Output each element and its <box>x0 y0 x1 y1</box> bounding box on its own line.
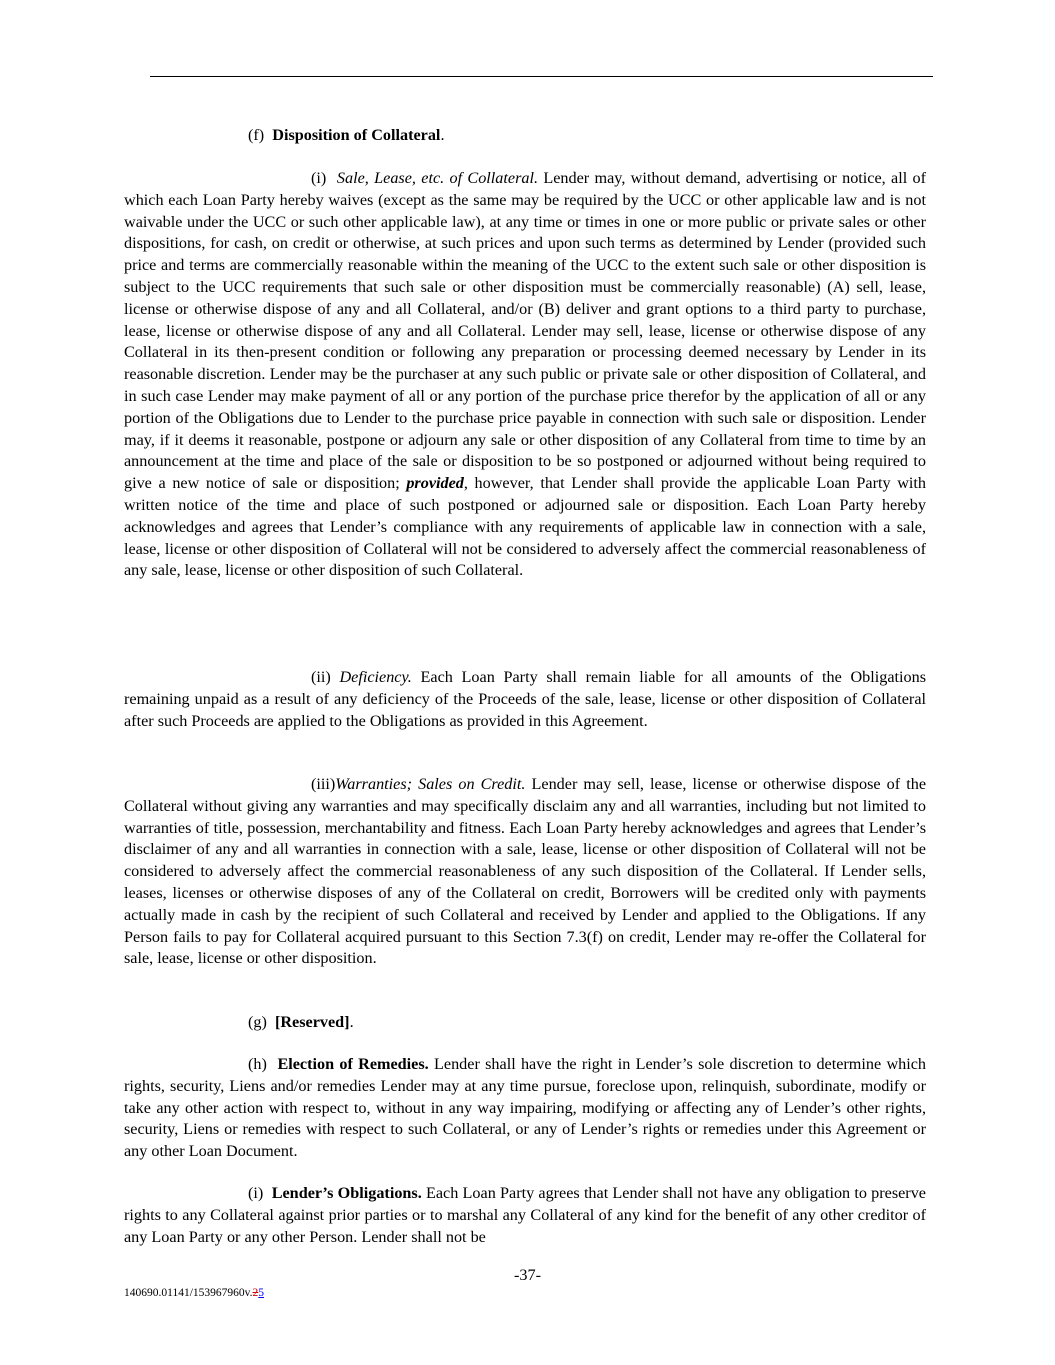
section-g-title: [Reserved] <box>274 1013 350 1031</box>
para-i <box>124 168 926 582</box>
page-number: -37- <box>514 1266 541 1284</box>
para-ii <box>124 667 926 732</box>
section-g-heading <box>248 1012 354 1034</box>
document-id-prefix: 140690.01141/153967960v. <box>124 1287 253 1299</box>
para-i-number: (i) <box>311 169 327 187</box>
para-iii-heading: Warranties; Sales on Credit. <box>335 775 526 793</box>
section-h-title: Election of Remedies. <box>277 1055 429 1073</box>
para-ii-text: Each Loan Party shall remain liable for all amounts of the Obligations remaining unpaid as a result of any deficiency of the Proceeds of the sale, lease, license or other disposition of Collateral after such Proceeds are applied to the Obligations as provided in this Agreement. <box>124 668 926 730</box>
section-h-text: Lender shall have the right in Lender’s sole discretion to determine which rights, security, Liens and/or remedies Lender may at any time pursue, foreclose upon, relinquish, subordinate, modify or take any other action with respect to, without in any way impairing, modifying or affecting any of Lender’s other rights, security, Liens or remedies with respect to such Collateral, or any of Lender’s rights or remedies under this Agreement or any other Loan Document. <box>124 1055 926 1161</box>
document-version-deleted: 2 <box>252 1287 259 1299</box>
para-ii-heading: Deficiency. <box>339 668 412 686</box>
para-i-text-a: Lender may, without demand, advertising or notice, all of which each Loan Party hereby waives (except as the same may be required by the UCC or other applicable law and is not waivable under the UCC or such other applicable law), at any time or times in one or more public or private sales or other dispositions, for cash, on credit or otherwise, at such prices and upon such terms as determined by Lender (provided such price and terms are commercially reasonable within the meaning of the UCC to the extent such sale or other disposition is subject to the UCC requirements that such sale or other disposition must be commercially reasonable) (A) sell, lease, license or otherwise dispose of any and all Collateral, and/or (B) deliver and grant options to a third party to purchase, lease, license or otherwise dispose of any and all Collateral. Lender may sell, lease, license or otherwise dispose of any Collateral in its then-present condition or following any preparation or processing deemed necessary by Lender in its reasonable discretion. Lender may be the purchaser at any such public or private sale or other disposition of Collateral, and in such case Lender may make payment of all or any portion of the purchase price therefor by the application of all or any portion of the Obligations due to Lender to the purchase price payable in connection with such sale or disposition. Lender may, if it deems it reasonable, postpone or adjourn any sale or other disposition of any Collateral from time to time by an announcement at the time and place of the sale or disposition to be so postponed or adjourned without being required to give a new notice of sale or disposition; <box>124 169 926 493</box>
section-i-text: Each Loan Party agrees that Lender shall not have any obligation to preserve rights to any Collateral against prior parties or to marshal any Collateral of any kind for the benefit of any other creditor of any Loan Party or any other Person. Lender shall not be <box>124 1184 926 1246</box>
para-iii-number: (iii) <box>311 775 336 793</box>
section-h <box>124 1054 926 1163</box>
para-i-text-b: , however, that Lender shall provide the applicable Loan Party with written notice of the time and place of such postponed or adjourned sale or disposition. Each Loan Party hereby acknowledges and agrees that Lender’s compliance with any requirements of applicable law in connection with a sale, lease, license or other disposition of Collateral will not be considered to adversely affect the commercial reasonableness of any sale, lease, license or other disposition of such Collateral. <box>124 474 926 580</box>
para-i-provided: provided <box>406 474 464 493</box>
section-i-title: Lender’s Obligations. <box>271 1184 422 1202</box>
document-version-inserted: 5 <box>258 1287 265 1299</box>
section-f-number: (f) <box>248 126 265 144</box>
section-f-title: Disposition of Collateral <box>272 126 441 144</box>
header-rule <box>150 76 933 77</box>
section-i-number: (i) <box>248 1184 264 1202</box>
para-i-heading: Sale, Lease, etc. of Collateral. <box>336 169 539 187</box>
section-i <box>124 1183 926 1248</box>
section-g-title-punct: . <box>349 1013 354 1031</box>
para-iii-text: Lender may sell, lease, license or otherwise dispose of the Collateral without giving any warranties and may specifically disclaim any and all warranties, including but not limited to warranties of title, possession, merchantability and fitness. Each Loan Party hereby acknowledges and agrees that Lender’s disclaimer of any and all warranties in connection with a sale, lease, license or other disposition of Collateral will not be considered to adversely affect the commercial reasonableness of any such disposition of the Collateral. If Lender sells, leases, licenses or otherwise disposes of any of the Collateral on credit, Borrowers will be credited only with payments actually made in cash by the recipient of such Collateral and received by Lender and applied to the Obligations. If any Person fails to pay for Collateral acquired pursuant to this Section 7.3(f) on credit, Lender may re-offer the Collateral for sale, lease, license or other disposition. <box>124 775 927 968</box>
section-f-heading <box>248 125 444 147</box>
document-id <box>124 1286 264 1300</box>
section-f-title-punct: . <box>440 126 445 144</box>
para-ii-number: (ii) <box>311 668 331 686</box>
para-iii <box>124 774 926 970</box>
section-h-number: (h) <box>248 1055 267 1073</box>
section-g-number: (g) <box>248 1013 267 1031</box>
